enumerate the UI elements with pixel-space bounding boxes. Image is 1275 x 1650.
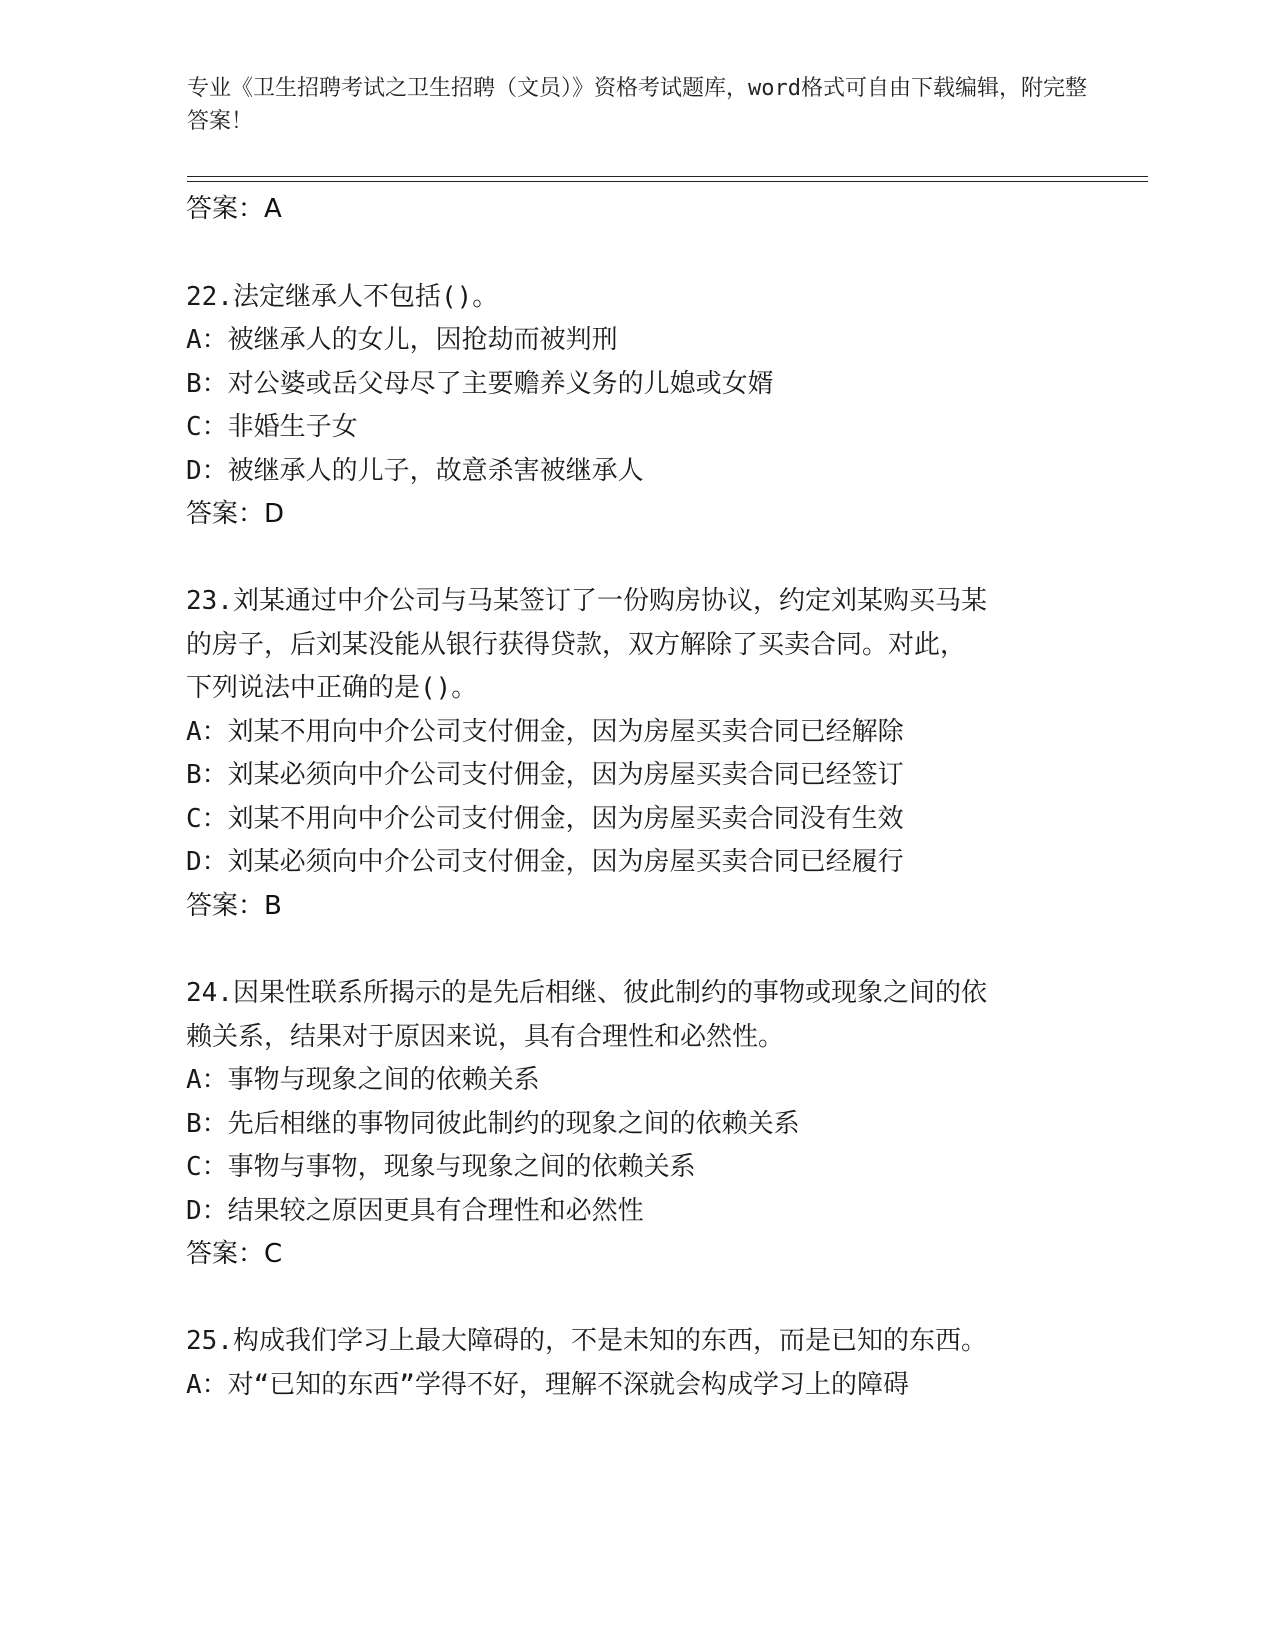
header-divider-bottom	[187, 181, 1148, 182]
document-header: 专业《卫生招聘考试之卫生招聘（文员）》资格考试题库，word格式可自由下载编辑，附完整答案！	[187, 76, 1087, 134]
question-22-option-a: A：被继承人的女儿，因抢劫而被判刑	[186, 325, 618, 355]
question-24-stem-line-2: 赖关系，结果对于原因来说，具有合理性和必然性。	[186, 1022, 785, 1052]
answer-21: 答案：A	[186, 194, 282, 224]
question-22-option-c: C：非婚生子女	[186, 412, 358, 442]
question-24-option-b: B：先后相继的事物同彼此制约的现象之间的依赖关系	[186, 1109, 800, 1139]
question-25-option-a: A：对“已知的东西”学得不好，理解不深就会构成学习上的障碍	[186, 1370, 909, 1400]
header-divider-top	[187, 176, 1148, 177]
question-23-option-c: C：刘某不用向中介公司支付佣金，因为房屋买卖合同没有生效	[186, 804, 904, 834]
question-23-option-a: A：刘某不用向中介公司支付佣金，因为房屋买卖合同已经解除	[186, 717, 904, 747]
question-23-stem-line-2: 的房子，后刘某没能从银行获得贷款，双方解除了买卖合同。对此，	[186, 630, 967, 660]
question-24-option-c: C：事物与事物，现象与现象之间的依赖关系	[186, 1152, 696, 1182]
question-23-stem-line-1: 23.刘某通过中介公司与马某签订了一份购房协议，约定刘某购买马某	[186, 586, 987, 616]
answer-23: 答案：B	[186, 891, 282, 921]
answer-24: 答案：C	[186, 1239, 283, 1269]
question-22-option-d: D：被继承人的儿子，故意杀害被继承人	[186, 456, 644, 486]
question-24-option-a: A：事物与现象之间的依赖关系	[186, 1065, 540, 1095]
answer-22: 答案：D	[186, 499, 285, 529]
question-24-option-d: D：结果较之原因更具有合理性和必然性	[186, 1196, 644, 1226]
question-22-option-b: B：对公婆或岳父母尽了主要赡养义务的儿媳或女婿	[186, 369, 774, 399]
question-23-option-d: D：刘某必须向中介公司支付佣金，因为房屋买卖合同已经履行	[186, 847, 904, 877]
question-25-stem: 25.构成我们学习上最大障碍的，不是未知的东西，而是已知的东西。	[186, 1326, 987, 1356]
question-23-option-b: B：刘某必须向中介公司支付佣金，因为房屋买卖合同已经签订	[186, 760, 904, 790]
question-24-stem-line-1: 24.因果性联系所揭示的是先后相继、彼此制约的事物或现象之间的依	[186, 978, 987, 1008]
question-22-stem: 22.法定继承人不包括()。	[186, 282, 499, 312]
question-23-stem-line-3: 下列说法中正确的是()。	[186, 673, 478, 703]
